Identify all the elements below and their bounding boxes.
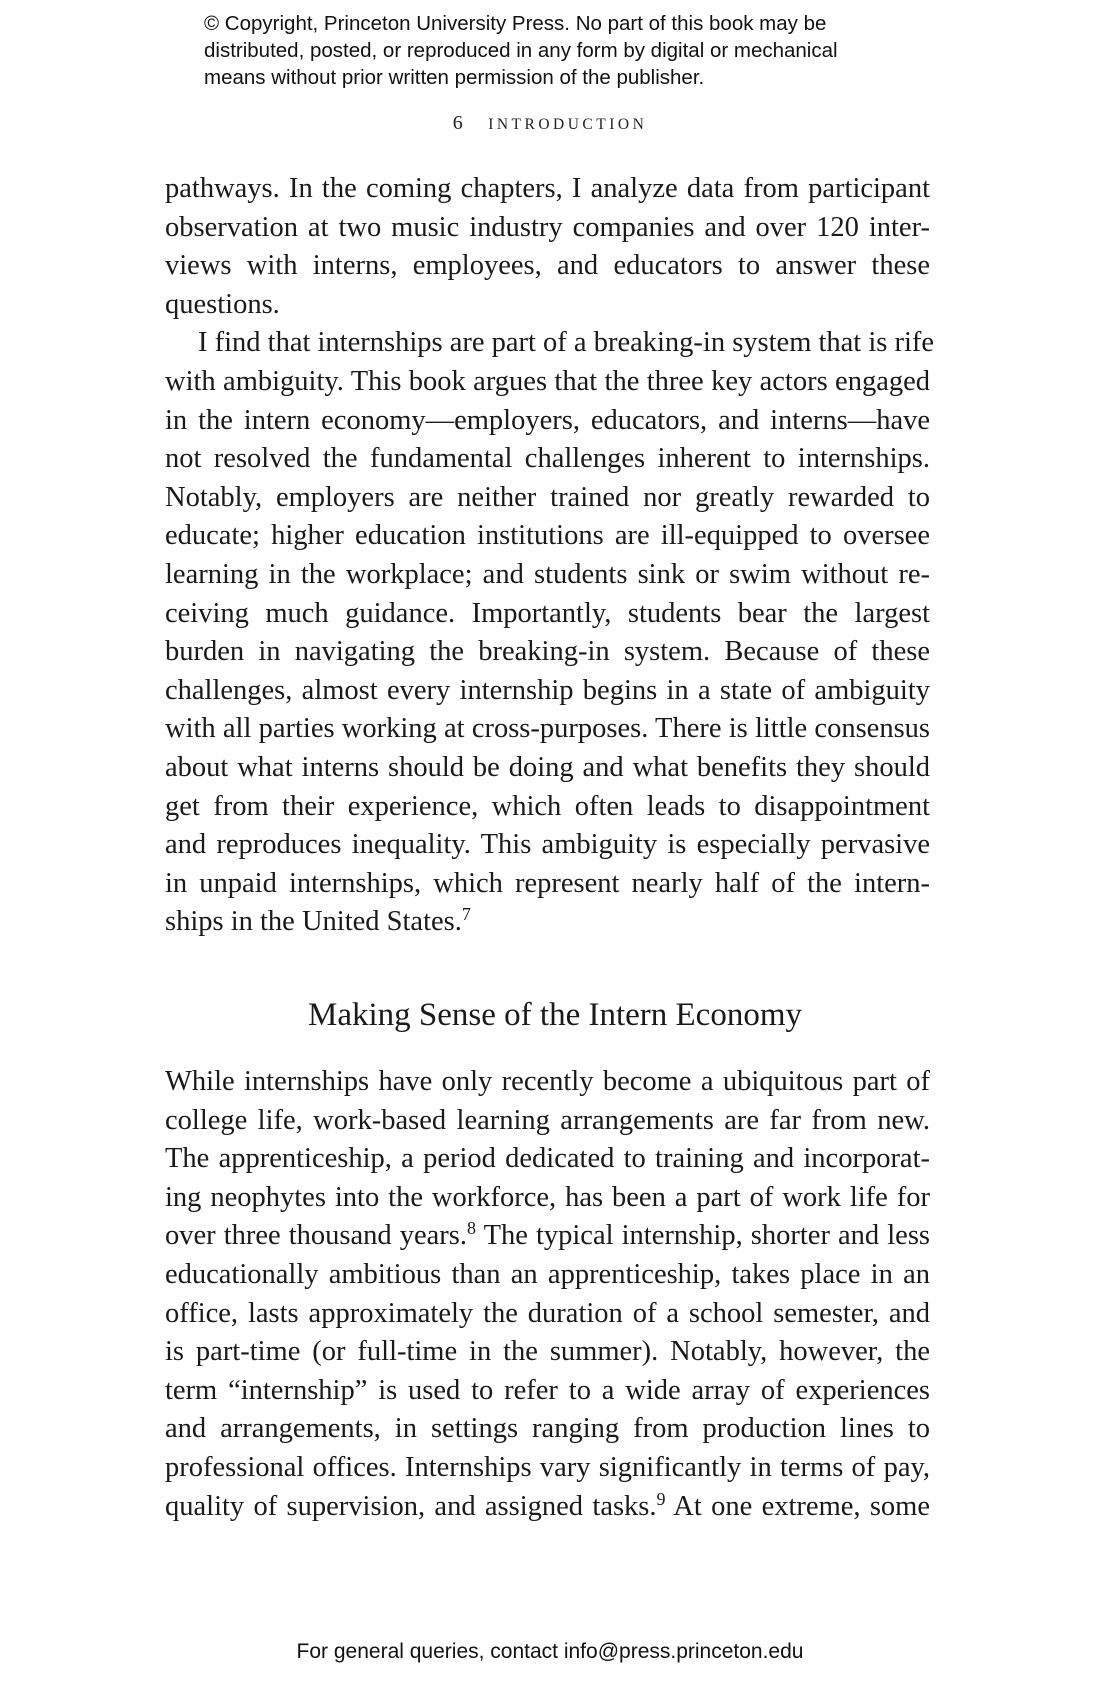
- text-line: observation at two music industry companies and over 120 inter-: [165, 211, 930, 243]
- text-line: ceiving much guidance. Importantly, students bear the largest: [165, 597, 930, 629]
- footnote-ref-8[interactable]: 8: [467, 1218, 477, 1239]
- text-line: questions.: [165, 288, 280, 320]
- text-line: college life, work-based learning arrangements are far from new.: [165, 1104, 930, 1136]
- chapter-title: INTRODUCTION: [488, 116, 648, 133]
- text-span: The typical internship, shorter and less: [476, 1220, 931, 1252]
- text-line: [165, 903, 930, 942]
- footnote-ref-9[interactable]: 9: [656, 1488, 666, 1509]
- text-line: [165, 1488, 930, 1527]
- body-text-lower: [165, 1063, 930, 1526]
- text-line: and arrangements, in settings ranging from production lines to: [165, 1413, 930, 1445]
- text-line: educationally ambitious than an apprenticeship, takes place in an: [165, 1258, 930, 1290]
- text-span: At one extreme, some: [665, 1490, 931, 1522]
- text-line: professional offices. Internships vary significantly in terms of pay,: [165, 1451, 930, 1483]
- text-line: pathways. In the coming chapters, I analyze data from participant: [165, 173, 930, 204]
- text-line: While internships have only recently become a ubiquitous part of: [165, 1066, 930, 1097]
- text-line: ing neophytes into the workforce, has been a part of work life for: [165, 1181, 930, 1213]
- text-line: challenges, almost every internship begins in a state of ambiguity: [165, 674, 930, 706]
- page-number: 6: [452, 112, 463, 134]
- text-line: about what interns should be doing and what benefits they should: [165, 751, 930, 783]
- text-line: not resolved the fundamental challenges inherent to internships.: [165, 443, 930, 475]
- text-span: over three thousand years.: [165, 1220, 468, 1252]
- copyright-line: distributed, posted, or reproduced in any form by digital or mechanical: [204, 39, 838, 62]
- running-head: [0, 112, 1100, 135]
- text-line: I find that internships are part of a breaking-in system that is rife: [198, 327, 935, 359]
- text-line: get from their experience, which often leads to disappointment: [165, 790, 930, 822]
- text-line: is part-time (or full-time in the summer). Notably, however, the: [165, 1336, 930, 1368]
- text-line: term “internship” is used to refer to a wide array of experiences: [165, 1374, 930, 1406]
- copyright-line: means without prior written permission of the publisher.: [204, 66, 705, 89]
- text-line: with all parties working at cross-purposes. There is little consensus: [165, 713, 930, 745]
- text-line: and reproduces inequality. This ambiguity is especially pervasive: [165, 829, 930, 861]
- text-line: with ambiguity. This book argues that the three key actors engaged: [165, 365, 930, 397]
- text-line: in unpaid internships, which represent nearly half of the intern-: [165, 867, 930, 899]
- text-line: The apprenticeship, a period dedicated to training and incorporat-: [165, 1143, 930, 1175]
- body-text-upper: [165, 170, 935, 942]
- section-heading: Making Sense of the Intern Economy: [308, 997, 802, 1033]
- text-line: educate; higher education institutions are ill-equipped to oversee: [165, 520, 930, 552]
- text-span: quality of supervision, and assigned tasks.: [165, 1490, 657, 1522]
- text-line: office, lasts approximately the duration of a school semester, and: [165, 1297, 930, 1329]
- footnote-ref-7[interactable]: 7: [461, 904, 471, 925]
- footer-contact: For general queries, contact info@press.princeton.edu: [296, 1640, 804, 1663]
- text-line: views with interns, employees, and educators to answer these: [165, 250, 930, 282]
- copyright-line: © Copyright, Princeton University Press. No part of this book may be: [204, 12, 827, 35]
- text-line: in the intern economy—employers, educators, and interns—have: [165, 404, 930, 436]
- copyright-notice: [204, 10, 924, 91]
- text-line: learning in the workplace; and students sink or swim without re-: [165, 558, 930, 590]
- text-line: Notably, employers are neither trained nor greatly rewarded to: [165, 481, 930, 513]
- text-span: ships in the United States.: [165, 906, 462, 938]
- text-line: [165, 1217, 930, 1256]
- text-line: burden in navigating the breaking-in system. Because of these: [165, 636, 930, 668]
